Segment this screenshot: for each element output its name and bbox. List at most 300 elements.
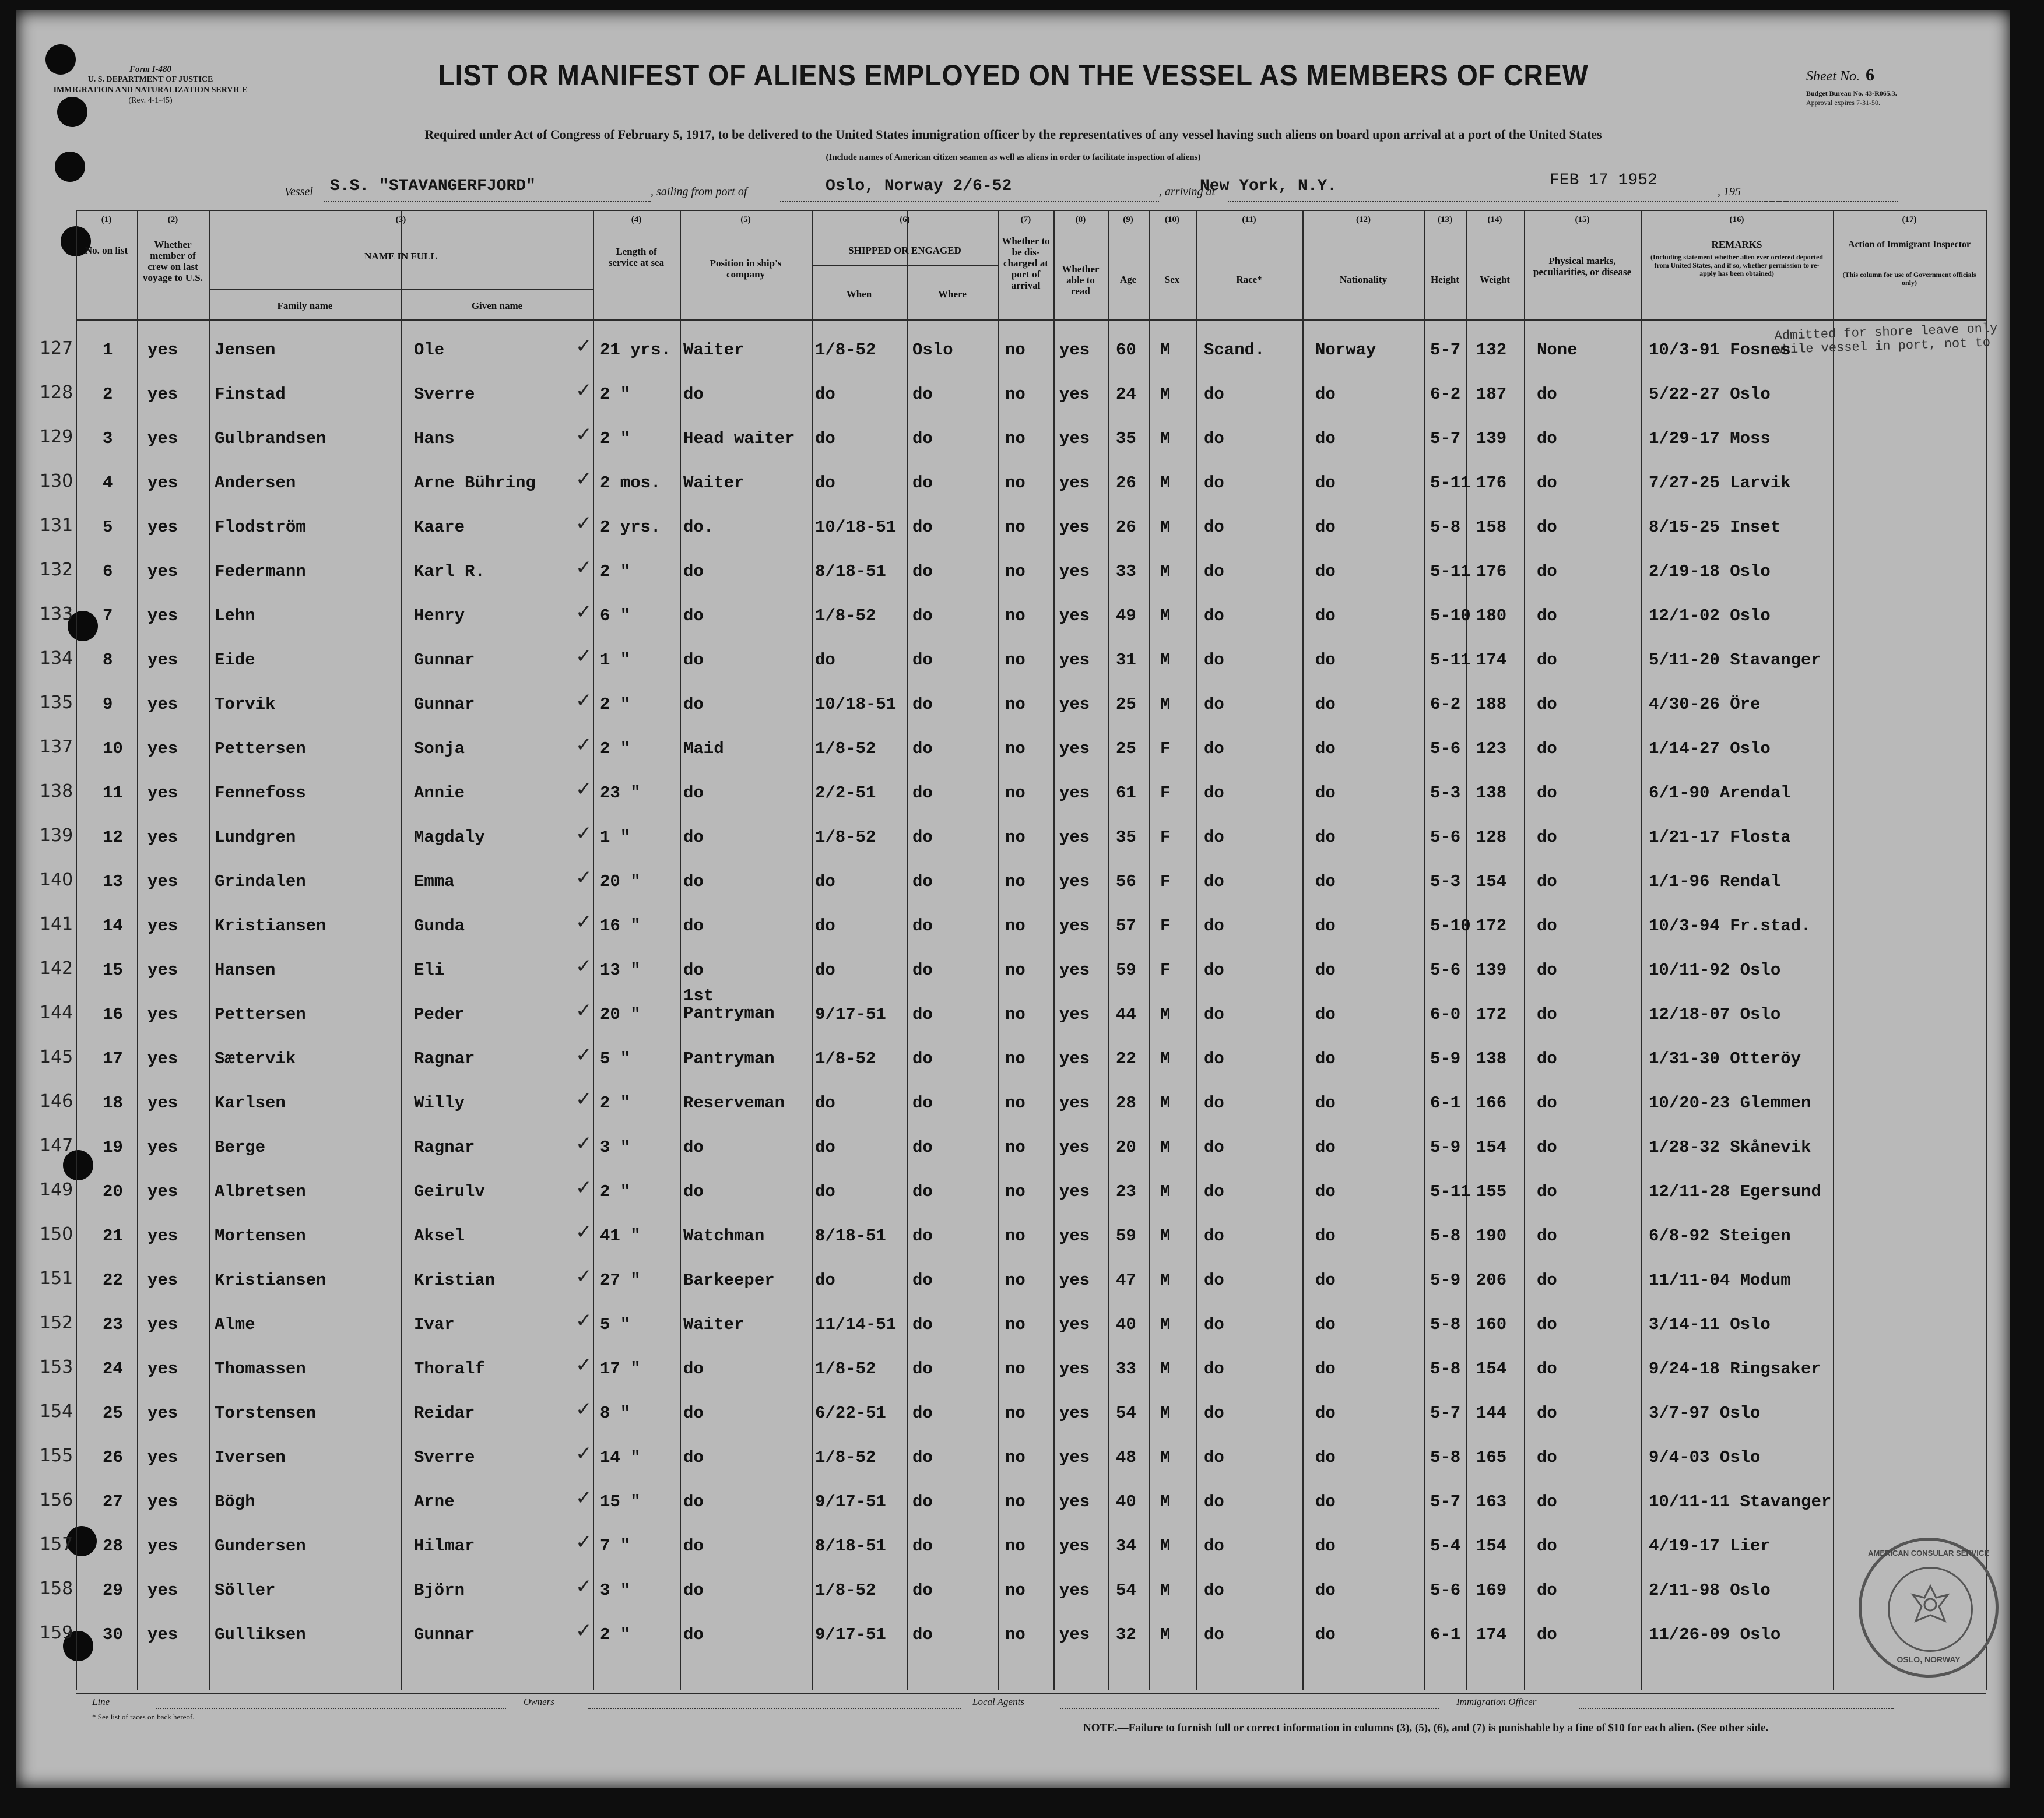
family-name: Sætervik — [215, 1049, 296, 1068]
weight: 154 — [1476, 1138, 1507, 1157]
sailing-from-port: Oslo, Norway 2/6-52 — [826, 177, 1012, 195]
stamp-bottom-text: OSLO, NORWAY — [1897, 1655, 1961, 1664]
weight: 139 — [1476, 961, 1507, 980]
length-service: 1 " — [600, 650, 631, 670]
nationality: do — [1315, 385, 1336, 404]
sex: M — [1160, 1005, 1171, 1024]
remarks: 1/1-96 Rendal — [1649, 872, 1781, 891]
able-to-read: yes — [1059, 916, 1090, 936]
age: 23 — [1116, 1182, 1136, 1201]
check-mark-icon: ✓ — [575, 1132, 592, 1155]
budget-bureau-number: Budget Bureau No. 43-R065.3. — [1806, 89, 1897, 97]
nationality: do — [1315, 1138, 1336, 1157]
shipped-when: do — [815, 385, 835, 404]
physical-marks: do — [1537, 1359, 1557, 1379]
given-name: Eli — [414, 961, 445, 980]
given-name: Willy — [414, 1093, 465, 1113]
family-name: Kristiansen — [215, 1271, 326, 1290]
discharged: no — [1005, 1448, 1025, 1467]
margin-number: 152 — [40, 1313, 73, 1333]
able-to-read: yes — [1059, 606, 1090, 625]
age: 59 — [1116, 1226, 1136, 1246]
discharged: no — [1005, 739, 1025, 758]
remarks: 12/1-02 Oslo — [1649, 606, 1771, 625]
age: 22 — [1116, 1049, 1136, 1068]
discharged: no — [1005, 340, 1025, 360]
able-to-read: yes — [1059, 473, 1090, 493]
weight: 144 — [1476, 1404, 1507, 1423]
discharged: no — [1005, 1049, 1025, 1068]
race: do — [1204, 872, 1224, 891]
remarks: 3/7-97 Oslo — [1649, 1404, 1761, 1423]
nationality: do — [1315, 429, 1336, 448]
height: 5-8 — [1430, 518, 1461, 537]
able-to-read: yes — [1059, 1359, 1090, 1379]
race: do — [1204, 1625, 1224, 1644]
row-number: 10 — [103, 739, 123, 758]
able-to-read: yes — [1059, 340, 1090, 360]
age: 26 — [1116, 473, 1136, 493]
weight: 165 — [1476, 1448, 1507, 1467]
shipped-where: do — [912, 429, 933, 448]
margin-number: 132 — [40, 560, 73, 580]
length-service: 21 yrs. — [600, 340, 671, 360]
able-to-read: yes — [1059, 1448, 1090, 1467]
last-voyage: yes — [147, 1315, 178, 1334]
given-name: Hans — [414, 429, 455, 448]
col-nationality: Nationality — [1339, 274, 1388, 285]
race: do — [1204, 1138, 1224, 1157]
column-number: (5) — [740, 215, 751, 224]
weight: 188 — [1476, 695, 1507, 714]
shipped-where: do — [912, 1138, 933, 1157]
length-service: 41 " — [600, 1226, 641, 1246]
able-to-read: yes — [1059, 1315, 1090, 1334]
family-name: Bögh — [215, 1492, 255, 1511]
check-mark-icon: ✓ — [575, 689, 592, 712]
weight: 172 — [1476, 1005, 1507, 1024]
margin-number: 128 — [40, 382, 73, 403]
able-to-read: yes — [1059, 1138, 1090, 1157]
length-service: 2 " — [600, 1182, 631, 1201]
nationality: do — [1315, 828, 1336, 847]
remarks: 1/29-17 Moss — [1649, 429, 1771, 448]
margin-number: 139 — [40, 825, 73, 846]
table-row — [40, 512, 1986, 562]
age: 60 — [1116, 340, 1136, 360]
remarks: 10/11-11 Stavanger — [1649, 1492, 1832, 1511]
form-number: Form I-480 — [129, 65, 172, 74]
sex: M — [1160, 1359, 1171, 1379]
height: 5-9 — [1430, 1138, 1461, 1157]
check-mark-icon: ✓ — [575, 1176, 592, 1200]
last-voyage: yes — [147, 385, 178, 404]
nationality: do — [1315, 961, 1336, 980]
table-row — [40, 955, 1986, 1005]
race: do — [1204, 739, 1224, 758]
table-row — [40, 733, 1986, 783]
nationality: do — [1315, 1404, 1336, 1423]
discharged: no — [1005, 1271, 1025, 1290]
margin-number: 138 — [40, 781, 73, 801]
weight: 172 — [1476, 916, 1507, 936]
column-number: (9) — [1123, 215, 1133, 224]
shipped-when: 1/8-52 — [815, 1448, 876, 1467]
age: 59 — [1116, 961, 1136, 980]
length-service: 15 " — [600, 1492, 641, 1511]
able-to-read: yes — [1059, 783, 1090, 803]
nationality: do — [1315, 1315, 1336, 1334]
given-name: Henry — [414, 606, 465, 625]
shore-leave-remark: Admitted for shore leave only while vessel in port, not to — [1774, 321, 1998, 358]
margin-number: 135 — [40, 692, 73, 713]
shipped-when: do — [815, 1093, 835, 1113]
table-row — [40, 822, 1986, 872]
table-row — [40, 1132, 1986, 1182]
shipped-where: do — [912, 1049, 933, 1068]
check-mark-icon: ✓ — [575, 955, 592, 978]
position: do — [683, 828, 704, 847]
sex: F — [1160, 739, 1171, 758]
shipped-when: 11/14-51 — [815, 1315, 897, 1334]
row-number: 6 — [103, 562, 113, 581]
height: 5-8 — [1430, 1315, 1461, 1334]
height: 5-11 — [1430, 562, 1471, 581]
shipped-when: 1/8-52 — [815, 606, 876, 625]
age: 25 — [1116, 695, 1136, 714]
discharged: no — [1005, 1536, 1025, 1556]
height: 5-8 — [1430, 1226, 1461, 1246]
position: Waiter — [683, 340, 744, 360]
row-number: 16 — [103, 1005, 123, 1024]
given-name: Magdaly — [414, 828, 485, 847]
length-service: 2 mos. — [600, 473, 661, 493]
position: do — [683, 961, 704, 980]
weight: 174 — [1476, 1625, 1507, 1644]
given-name: Geirulv — [414, 1182, 485, 1201]
race: do — [1204, 518, 1224, 537]
position: Waiter — [683, 473, 744, 493]
shipped-when: 9/17-51 — [815, 1492, 886, 1511]
physical-marks: do — [1537, 1093, 1557, 1113]
last-voyage: yes — [147, 1581, 178, 1600]
physical-marks: do — [1537, 1138, 1557, 1157]
shipped-where: do — [912, 518, 933, 537]
family-name: Albretsen — [215, 1182, 306, 1201]
shipped-where: do — [912, 1093, 933, 1113]
weight: 138 — [1476, 783, 1507, 803]
physical-marks: do — [1537, 739, 1557, 758]
last-voyage: yes — [147, 1005, 178, 1024]
shipped-where: do — [912, 562, 933, 581]
column-number: (2) — [167, 215, 178, 224]
check-mark-icon: ✓ — [575, 1575, 592, 1598]
race: do — [1204, 1404, 1224, 1423]
shipped-when: do — [815, 916, 835, 936]
row-number: 21 — [103, 1226, 123, 1246]
last-voyage: yes — [147, 783, 178, 803]
table-row — [40, 1353, 1986, 1404]
table-row — [40, 689, 1986, 739]
height: 6-1 — [1430, 1093, 1461, 1113]
family-name: Karlsen — [215, 1093, 286, 1113]
weight: 132 — [1476, 340, 1507, 360]
able-to-read: yes — [1059, 695, 1090, 714]
remarks: 8/15-25 Inset — [1649, 518, 1781, 537]
nationality: do — [1315, 783, 1336, 803]
race: do — [1204, 385, 1224, 404]
shipped-where: do — [912, 606, 933, 625]
height: 5-11 — [1430, 473, 1471, 493]
check-mark-icon: ✓ — [575, 1221, 592, 1244]
shipped-when: 1/8-52 — [815, 1359, 876, 1379]
nationality: do — [1315, 1448, 1336, 1467]
age: 47 — [1116, 1271, 1136, 1290]
last-voyage: yes — [147, 961, 178, 980]
able-to-read: yes — [1059, 1492, 1090, 1511]
position: do — [683, 783, 704, 803]
race: do — [1204, 1049, 1224, 1068]
check-mark-icon: ✓ — [575, 1088, 592, 1111]
check-mark-icon: ✓ — [575, 379, 592, 402]
position: do. — [683, 518, 714, 537]
length-service: 2 " — [600, 429, 631, 448]
family-name: Gulbrandsen — [215, 429, 326, 448]
check-mark-icon: ✓ — [575, 778, 592, 801]
discharged: no — [1005, 650, 1025, 670]
check-mark-icon: ✓ — [575, 910, 592, 934]
length-service: 20 " — [600, 872, 641, 891]
able-to-read: yes — [1059, 1005, 1090, 1024]
sex: M — [1160, 340, 1171, 360]
col-remarks-sub: (Including statement whether alien ever ordered deported from United States, and if so, whether permission to re-apply has been obtained) — [1650, 253, 1823, 277]
table-row — [40, 778, 1986, 828]
shipped-when: 2/2-51 — [815, 783, 876, 803]
row-number: 4 — [103, 473, 113, 493]
nationality: do — [1315, 650, 1336, 670]
service: IMMIGRATION AND NATURALIZATION SERVICE — [53, 86, 248, 94]
position: Head waiter — [683, 429, 795, 448]
race: do — [1204, 695, 1224, 714]
weight: 128 — [1476, 828, 1507, 847]
remarks: 11/11-04 Modum — [1649, 1271, 1791, 1290]
table-row — [40, 1619, 1986, 1669]
family-name: Hansen — [215, 961, 276, 980]
family-name: Jensen — [215, 340, 276, 360]
family-name: Lundgren — [215, 828, 296, 847]
row-number: 13 — [103, 872, 123, 891]
table-row — [40, 1176, 1986, 1226]
row-number: 1 — [103, 340, 113, 360]
column-number: (14) — [1487, 215, 1502, 224]
column-number: (16) — [1729, 215, 1744, 224]
length-service: 3 " — [600, 1581, 631, 1600]
margin-number: 151 — [40, 1268, 73, 1289]
nationality: do — [1315, 1536, 1336, 1556]
margin-number: 134 — [40, 648, 73, 669]
able-to-read: yes — [1059, 828, 1090, 847]
check-mark-icon: ✓ — [575, 556, 592, 579]
sex: M — [1160, 1448, 1171, 1467]
able-to-read: yes — [1059, 562, 1090, 581]
col-inspector-action: Action of Immigrant Inspector — [1848, 240, 1971, 249]
last-voyage: yes — [147, 1404, 178, 1423]
given-name: Aksel — [414, 1226, 465, 1246]
physical-marks: do — [1537, 1404, 1557, 1423]
shipped-when: 10/18-51 — [815, 695, 897, 714]
sex: M — [1160, 650, 1171, 670]
sex: F — [1160, 961, 1171, 980]
height: 5-8 — [1430, 1448, 1461, 1467]
physical-marks: do — [1537, 1536, 1557, 1556]
sex: M — [1160, 695, 1171, 714]
column-number: (6) — [900, 215, 910, 224]
physical-marks: do — [1537, 385, 1557, 404]
remarks: 11/26-09 Oslo — [1649, 1625, 1781, 1644]
nationality: do — [1315, 695, 1336, 714]
check-mark-icon: ✓ — [575, 1043, 592, 1067]
position: do — [683, 1492, 704, 1511]
last-voyage: yes — [147, 1448, 178, 1467]
remarks: 2/11-98 Oslo — [1649, 1581, 1771, 1600]
position: do — [683, 695, 704, 714]
length-service: 2 " — [600, 1093, 631, 1113]
position: 1st Pantryman — [683, 986, 775, 1023]
margin-number: 133 — [40, 604, 73, 624]
family-name: Kristiansen — [215, 916, 326, 936]
able-to-read: yes — [1059, 1182, 1090, 1201]
physical-marks: do — [1537, 783, 1557, 803]
discharged: no — [1005, 1404, 1025, 1423]
arriving-at-port: New York, N.Y. — [1200, 177, 1337, 195]
check-mark-icon: ✓ — [575, 335, 592, 358]
shipped-where: do — [912, 872, 933, 891]
margin-number: 154 — [40, 1401, 73, 1422]
position: do — [683, 385, 704, 404]
sex: F — [1160, 828, 1171, 847]
physical-marks: do — [1537, 828, 1557, 847]
check-mark-icon: ✓ — [575, 423, 592, 446]
sex: M — [1160, 1226, 1171, 1246]
shipped-when: 1/8-52 — [815, 828, 876, 847]
position: do — [683, 606, 704, 625]
height: 5-11 — [1430, 1182, 1471, 1201]
height: 5-7 — [1430, 1404, 1461, 1423]
age: 33 — [1116, 1359, 1136, 1379]
age: 26 — [1116, 518, 1136, 537]
nationality: do — [1315, 518, 1336, 537]
last-voyage: yes — [147, 1182, 178, 1201]
shipped-where: do — [912, 1182, 933, 1201]
table-row — [40, 986, 1986, 1049]
sex: M — [1160, 1581, 1171, 1600]
last-voyage: yes — [147, 1226, 178, 1246]
family-name: Berge — [215, 1138, 266, 1157]
last-voyage: yes — [147, 1625, 178, 1644]
last-voyage: yes — [147, 650, 178, 670]
given-name: Annie — [414, 783, 465, 803]
last-voyage: yes — [147, 562, 178, 581]
physical-marks: do — [1537, 606, 1557, 625]
table-row — [40, 1575, 1986, 1625]
physical-marks: do — [1537, 1005, 1557, 1024]
consular-stamp — [1859, 1538, 1999, 1678]
sex: M — [1160, 518, 1171, 537]
sex: M — [1160, 1138, 1171, 1157]
height: 5-7 — [1430, 1492, 1461, 1511]
row-number: 25 — [103, 1404, 123, 1423]
sheet-number-label: Sheet No. — [1806, 69, 1860, 84]
sex: F — [1160, 916, 1171, 936]
remarks: 5/22-27 Oslo — [1649, 385, 1771, 404]
height: 5-6 — [1430, 1581, 1461, 1600]
able-to-read: yes — [1059, 1093, 1090, 1113]
last-voyage: yes — [147, 606, 178, 625]
last-voyage: yes — [147, 473, 178, 493]
shipped-when: do — [815, 961, 835, 980]
weight: 155 — [1476, 1182, 1507, 1201]
race: do — [1204, 916, 1224, 936]
check-mark-icon: ✓ — [575, 512, 592, 535]
shipped-when: 9/17-51 — [815, 1005, 886, 1024]
race: do — [1204, 1093, 1224, 1113]
margin-number: 157 — [40, 1534, 73, 1555]
position: Barkeeper — [683, 1271, 775, 1290]
shipped-where: do — [912, 1536, 933, 1556]
physical-marks: do — [1537, 429, 1557, 448]
page-title: LIST OR MANIFEST OF ALIENS EMPLOYED ON THE VESSEL AS MEMBERS OF CREW — [438, 59, 1589, 92]
family-name: Fennefoss — [215, 783, 306, 803]
shipped-where: do — [912, 961, 933, 980]
discharged: no — [1005, 961, 1025, 980]
weight: 154 — [1476, 1359, 1507, 1379]
row-number: 22 — [103, 1271, 123, 1290]
check-mark-icon: ✓ — [575, 645, 592, 668]
sex: M — [1160, 473, 1171, 493]
height: 5-6 — [1430, 828, 1461, 847]
height: 6-2 — [1430, 385, 1461, 404]
weight: 139 — [1476, 429, 1507, 448]
length-service: 23 " — [600, 783, 641, 803]
check-mark-icon: ✓ — [575, 866, 592, 889]
age: 48 — [1116, 1448, 1136, 1467]
footer-officer-label: Immigration Officer — [1456, 1696, 1537, 1707]
weight: 176 — [1476, 473, 1507, 493]
last-voyage: yes — [147, 1536, 178, 1556]
race: do — [1204, 1271, 1224, 1290]
margin-number: 129 — [40, 427, 73, 447]
row-number: 12 — [103, 828, 123, 847]
discharged: no — [1005, 1359, 1025, 1379]
sex: M — [1160, 1093, 1171, 1113]
physical-marks: do — [1537, 961, 1557, 980]
last-voyage: yes — [147, 518, 178, 537]
shipped-where: do — [912, 1315, 933, 1334]
margin-number: 153 — [40, 1357, 73, 1377]
length-service: 2 " — [600, 562, 631, 581]
nationality: Norway — [1315, 340, 1376, 360]
sex: M — [1160, 1271, 1171, 1290]
margin-number: 140 — [40, 870, 73, 890]
margin-number: 147 — [40, 1135, 73, 1156]
family-name: Flodström — [215, 518, 306, 537]
position: do — [683, 1581, 704, 1600]
able-to-read: yes — [1059, 872, 1090, 891]
check-mark-icon: ✓ — [575, 1531, 592, 1554]
shipped-when: 8/18-51 — [815, 562, 886, 581]
length-service: 2 yrs. — [600, 518, 661, 537]
sex: F — [1160, 872, 1171, 891]
